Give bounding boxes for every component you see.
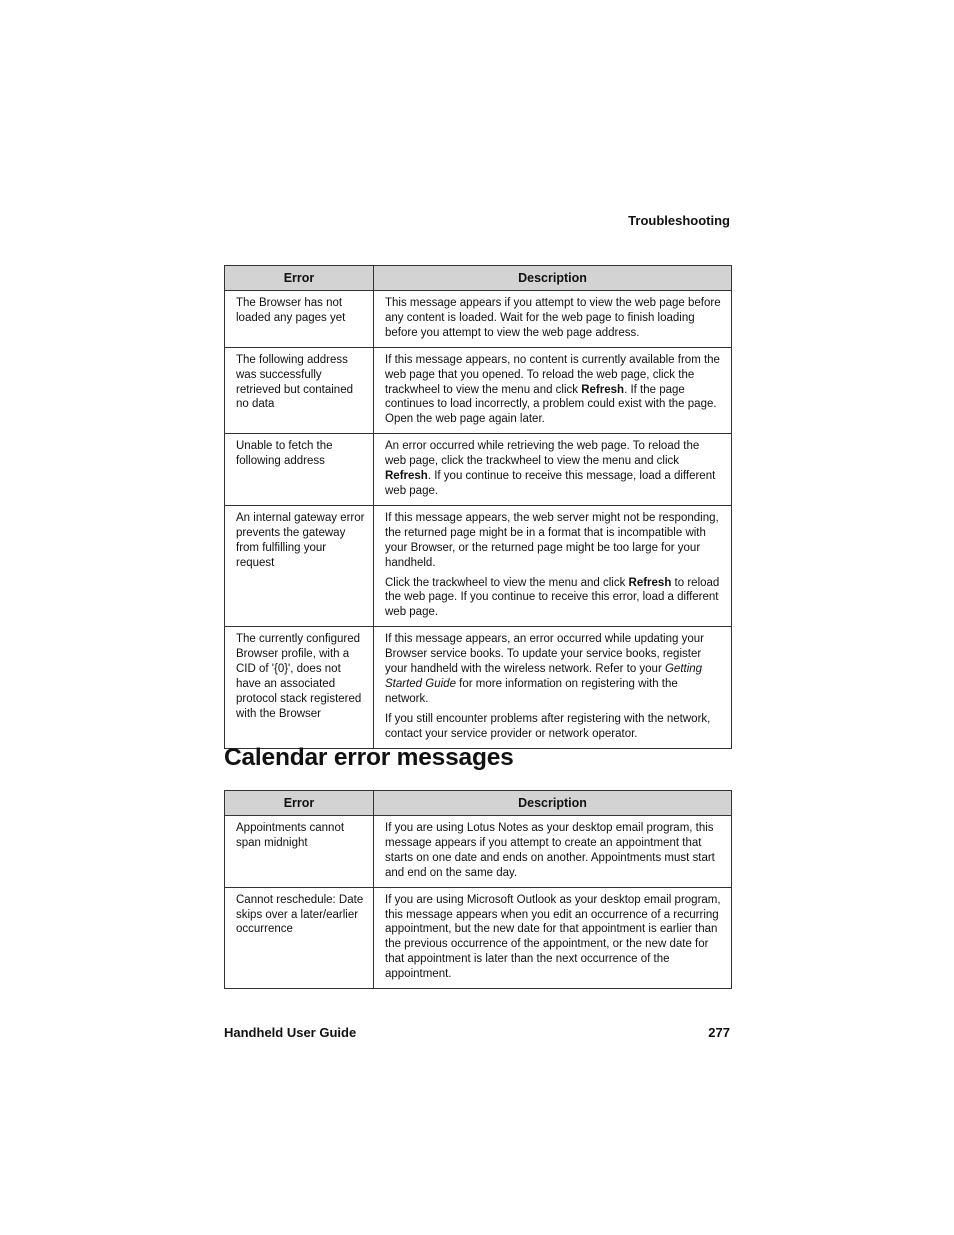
section-header: Troubleshooting bbox=[628, 213, 730, 228]
refresh-keyword: Refresh bbox=[385, 470, 428, 483]
description-cell bbox=[374, 505, 732, 626]
description-cell: This message appears if you attempt to view the web page before any content is loaded. Wait for the web page to finish loading before you attempt to view the web page address. bbox=[374, 291, 732, 348]
table-row bbox=[225, 816, 732, 888]
section-title: Calendar error messages bbox=[224, 744, 514, 771]
column-header-description: Description bbox=[374, 266, 732, 291]
description-cell: If you are using Lotus Notes as your desktop email program, this message appears if you attempt to create an appointment that starts on one date and ends on another. Appointments must start and end on the same day. bbox=[374, 816, 732, 888]
description-paragraph bbox=[385, 632, 723, 707]
description-text: to reload the web page. If you continue to receive this error, load a different web page. bbox=[385, 576, 720, 619]
table-row bbox=[225, 347, 732, 434]
calendar-error-table bbox=[224, 790, 732, 989]
error-cell: The following address was successfully retrieved but contained no data bbox=[225, 347, 374, 434]
column-header-error: Error bbox=[225, 266, 374, 291]
column-header-error: Error bbox=[225, 791, 374, 816]
description-paragraph: If this message appears, the web server might not be responding, the returned page might be in a format that is incompatible with your Browser, or the returned page might be too large for your handheld. bbox=[385, 511, 719, 569]
table-row bbox=[225, 291, 732, 348]
description-text: An error occurred while retrieving the web page. To reload the web page, click the trackwheel to view the menu and click bbox=[385, 440, 700, 468]
description-cell bbox=[374, 434, 732, 506]
description-cell bbox=[374, 347, 732, 434]
description-paragraph bbox=[385, 576, 723, 621]
error-cell: Unable to fetch the following address bbox=[225, 434, 374, 506]
table-row bbox=[225, 627, 732, 748]
table-header-row bbox=[225, 791, 732, 816]
description-paragraph: If you still encounter problems after registering with the network, contact your service provider or network operator. bbox=[385, 712, 711, 740]
guide-title: Handheld User Guide bbox=[224, 1025, 357, 1040]
column-header-description: Description bbox=[374, 791, 732, 816]
error-cell: The Browser has not loaded any pages yet bbox=[225, 291, 374, 348]
description-text: If this message appears, no content is currently available from the web page that you opened. To reload the web page, click the trackwheel to view the menu and click bbox=[385, 353, 720, 396]
error-cell: The currently configured Browser profile, with a CID of '{0}', does not have an associated protocol stack registered with the Browser bbox=[225, 627, 374, 748]
guide-title-reference: Getting Started Guide bbox=[385, 663, 703, 690]
table-row bbox=[225, 505, 732, 626]
description-cell: If you are using Microsoft Outlook as your desktop email program, this message appears when you edit an occurrence of a recurring appointment, but the new date for that appointment is earlier than the previous occurrence of the appointment, or the new date for that appointment is later than the next occurrence of the appointment. bbox=[374, 887, 732, 988]
table-row bbox=[225, 887, 732, 988]
refresh-keyword: Refresh bbox=[628, 576, 672, 589]
description-text: for more information on registering with the network. bbox=[385, 677, 678, 705]
description-text: . If you continue to receive this message, load a different web page. bbox=[385, 470, 716, 497]
error-cell: An internal gateway error prevents the gateway from fulfilling your request bbox=[225, 505, 374, 626]
description-cell bbox=[374, 627, 732, 748]
table-header-row bbox=[225, 266, 732, 291]
error-cell: Cannot reschedule: Date skips over a later/earlier occurrence bbox=[225, 887, 374, 988]
description-text: If this message appears, an error occurred while updating your Browser service books. To update your service books, register your handheld with the wireless network. Refer to your bbox=[385, 633, 704, 676]
page-number: 277 bbox=[708, 1025, 730, 1040]
error-cell: Appointments cannot span midnight bbox=[225, 816, 374, 888]
description-text: . If the page continues to load incorrectly, a problem could exist with the page. Open the web page again later. bbox=[385, 383, 717, 426]
refresh-keyword: Refresh bbox=[581, 383, 625, 396]
browser-error-table bbox=[224, 265, 732, 749]
description-text: Click the trackwheel to view the menu and click bbox=[385, 576, 629, 589]
table-row bbox=[225, 434, 732, 506]
